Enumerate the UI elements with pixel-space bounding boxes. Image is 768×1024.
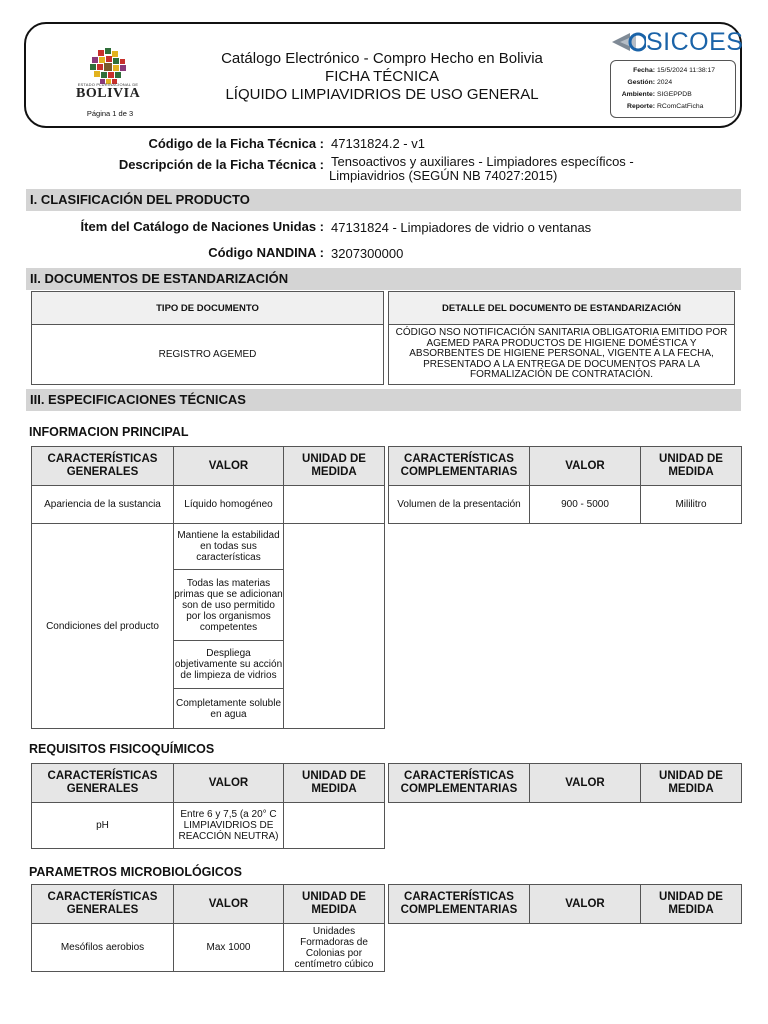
col-unidad-medida: UNIDAD DE MEDIDA [284,447,385,486]
logo-top-text: ESTADO PLURINACIONAL DE [77,82,139,87]
title-line-1: Catálogo Electrónico - Compro Hecho en Bolivia [221,50,543,67]
item-catalogo-value: 47131824 - Limpiadores de vidrio o ventanas [331,220,592,235]
detalle-documento-cell: CÓDIGO NSO NOTIFICACIÓN SANITARIA OBLIGATORIA EMITIDO POR AGEMED PARA PRODUCTOS DE HIGIENE DOMÉSTICA Y ABSORBENTES DE HIGIENE PERSONAL, VIGENTE A LA FECHA, PRESENTADO A LA ENTREGA DE DOCUMENTOS PARA LA FORMALIZACIÓN DE CONTRATACIÓN. [389,325,735,385]
item-catalogo-label: Ítem del Catálogo de Naciones Unidas : [80,219,324,234]
volumen-cell: Volumen de la presentación [389,486,530,524]
info-reporte: Reporte: RComCatFicha [627,103,704,110]
condiciones-valor-stack [174,524,284,729]
tipo-documento-header: TIPO DE DOCUMENTO [32,292,384,325]
col-caracteristicas-generales: CARACTERÍSTICAS GENERALES [32,764,174,803]
apariencia-valor-cell: Líquido homogéneo [174,486,284,524]
tipo-documento-cell: REGISTRO AGEMED [32,325,384,385]
volumen-unidad-cell: Mililitro [641,486,742,524]
col-valor: VALOR [530,885,641,924]
col-caracteristicas-complementarias: CARACTERÍSTICAS COMPLEMENTARIAS [389,447,530,486]
descripcion-label: Descripción de la Ficha Técnica : [118,157,324,172]
table-row [389,486,742,524]
apariencia-unidad-cell [284,486,385,524]
col-caracteristicas-generales: CARACTERÍSTICAS GENERALES [32,885,174,924]
info-gestion: Gestión: 2024 [627,79,673,86]
col-caracteristicas-generales: CARACTERÍSTICAS GENERALES [32,447,174,486]
col-unidad-medida: UNIDAD DE MEDIDA [641,447,742,486]
logo-name: BOLIVIA [76,86,141,101]
page-number: Página 1 de 3 [86,109,134,118]
table-row [32,524,385,729]
ph-valor-cell: Entre 6 y 7,5 (a 20° C LIMPIAVIDRIOS DE REACCIÓN NEUTRA) [174,803,284,849]
section-especificaciones-title: III. ESPECIFICACIONES TÉCNICAS [26,389,741,411]
condiciones-unidad-cell [284,524,385,729]
fisico-complementarias-table [388,763,742,803]
section-documentos-title: II. DOCUMENTOS DE ESTANDARIZACIÓN [26,268,741,290]
nandina-label: Código NANDINA : [208,245,324,260]
apariencia-cell: Apariencia de la sustancia [32,486,174,524]
volumen-valor-cell: 900 - 5000 [530,486,641,524]
documento-tipo-table [31,291,384,385]
micro-complementarias-table [388,884,742,924]
informacion-principal-title: INFORMACION PRINCIPAL [29,425,189,439]
condicion-valor-4: Completamente soluble en agua [175,697,282,720]
sicoes-logo [612,27,743,57]
col-valor: VALOR [174,447,284,486]
condicion-valor-2: Todas las materias primas que se adicionan son de uso permitido por los organismos competentes [174,570,283,641]
ph-unidad-cell [284,803,385,849]
condiciones-cell: Condiciones del producto [32,524,174,729]
principal-generales-table [31,446,385,729]
documento-detalle-table [388,291,735,385]
col-unidad-medida: UNIDAD DE MEDIDA [284,885,385,924]
mesofilos-unidad-cell: Unidades Formadoras de Colonias por centímetro cúbico [284,924,385,972]
logo-wordmark [76,82,140,101]
col-valor: VALOR [174,764,284,803]
col-unidad-medida: UNIDAD DE MEDIDA [284,764,385,803]
sicoes-wordmark: SICOES [646,28,744,56]
mesofilos-valor-cell: Max 1000 [174,924,284,972]
detalle-documento-header: DETALLE DEL DOCUMENTO DE ESTANDARIZACIÓN [389,292,735,325]
info-fecha: Fecha: 15/5/2024 11:38:17 [633,67,716,74]
col-valor: VALOR [174,885,284,924]
descripcion-value: Tensoactivos y auxiliares - Limpiadores específicos - Limpiavidrios (SEGÚN NB 74027:2015) [329,154,634,183]
info-ambiente: Ambiente: SIGEPPDB [621,91,692,98]
col-unidad-medida: UNIDAD DE MEDIDA [641,885,742,924]
table-row [32,486,385,524]
requisitos-fisicoquimicos-title: REQUISITOS FISICOQUÍMICOS [29,742,215,756]
title-line-2: FICHA TÉCNICA [325,68,439,85]
col-valor: VALOR [530,764,641,803]
codigo-label: Código de la Ficha Técnica : [148,136,324,151]
section-clasificacion-title: I. CLASIFICACIÓN DEL PRODUCTO [26,189,741,211]
mesofilos-cell: Mesófilos aerobios [32,924,174,972]
col-valor: VALOR [530,447,641,486]
principal-complementarias-table [388,446,742,524]
document-title [180,50,584,104]
sicoes-emblem-icon [612,31,646,53]
nandina-value: 3207300000 [331,246,404,261]
col-caracteristicas-complementarias: CARACTERÍSTICAS COMPLEMENTARIAS [389,764,530,803]
col-caracteristicas-complementarias: CARACTERÍSTICAS COMPLEMENTARIAS [389,885,530,924]
table-row [32,803,385,849]
report-info-box [610,60,736,118]
condicion-valor-3: Despliega objetivamente su acción de limpieza de vidrios [174,641,283,689]
ph-cell: pH [32,803,174,849]
table-row [32,924,385,972]
fisico-generales-table [31,763,385,849]
parametros-microbiologicos-title: PARAMETROS MICROBIOLÓGICOS [29,865,242,879]
condicion-valor-1: Mantiene la estabilidad en todas sus características [174,524,283,570]
title-line-3: LÍQUIDO LIMPIAVIDRIOS DE USO GENERAL [225,86,539,103]
col-unidad-medida: UNIDAD DE MEDIDA [641,764,742,803]
codigo-value: 47131824.2 - v1 [331,136,425,151]
micro-generales-table [31,884,385,972]
